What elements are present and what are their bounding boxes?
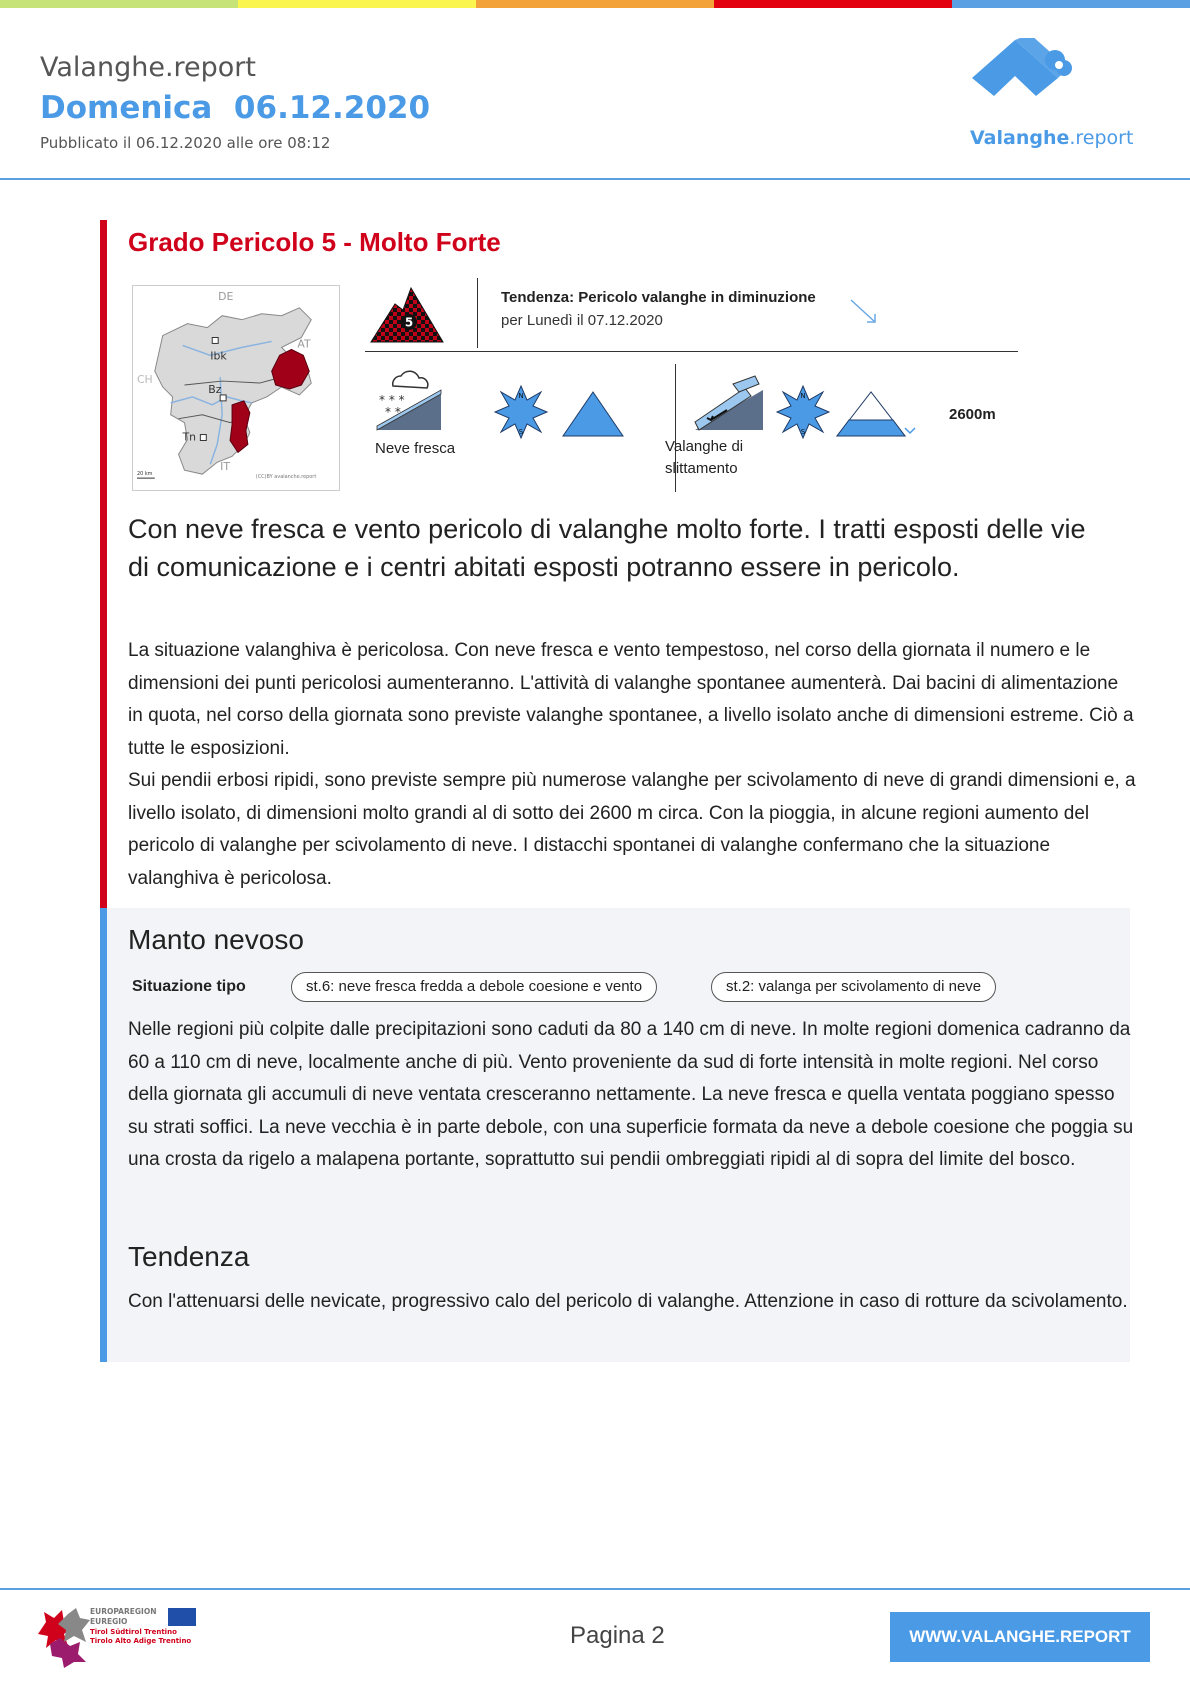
elevation-label: 2600m [949,406,996,423]
map-label-bz: Bz [208,382,222,396]
decreasing-arrow-icon [847,296,881,326]
map-label-tn: Tn [182,430,197,444]
euregio-line-3: Tirol Südtirol Trentino [90,1628,177,1636]
svg-text:* *: * * [385,405,401,419]
danger-level-5-icon [369,284,445,344]
svg-text:N: N [518,392,524,400]
page-number: Pagina 2 [570,1622,665,1649]
danger-icons-area [365,276,1025,496]
map-label-de: DE [218,289,234,303]
website-link-button[interactable]: WWW.VALANGHE.REPORT [890,1612,1150,1662]
svg-text:N: N [800,392,806,400]
divider [477,278,478,348]
scale-segment-5 [952,0,1190,8]
tendency-heading: Tendenza [128,1241,250,1272]
euregio-logo-icon[interactable] [34,1604,214,1668]
svg-text:* * *: * * * [379,393,405,407]
snowpack-section [100,908,1134,1362]
map-label-ibk: Ibk [210,349,227,363]
danger-paragraph: Sui pendii erbosi ripidi, sono previste sempre più numerose valanghe per scivolamento di neve di grandi dimensioni e, a livello isolato, di dimensioni molto grandi al di sotto dei 2600 m circa. Con la pioggia, in alcune regioni aumento del pericolo di valanghe per scivolamento di neve. I distacchi spontanei di valanghe confermano che la situazione valanghiva è pericolosa. [128,770,1136,889]
page-header [0,8,1190,180]
logo-text-rest: .report [1069,127,1134,149]
scale-segment-3 [476,0,714,8]
situation-tag[interactable]: st.2: valanga per scivolamento di neve [711,972,996,1002]
danger-description [128,635,1138,895]
euregio-line-2: EUREGIO [90,1617,128,1626]
gliding-snow-icon [693,374,765,432]
danger-level-title: Grado Pericolo 5 - Molto Forte [128,227,501,257]
tendency-text: Con l'attenuarsi delle nevicate, progressivo calo del pericolo di valanghe. Attenzione in caso di rotture da scivolamento. [128,1291,1128,1312]
svg-text:S: S [518,428,524,436]
divider [365,351,1018,352]
map-credit: (CC)BY avalanche.report [255,474,317,481]
danger-section [100,220,1136,908]
problem-label-gliding-snow: Valanghe di slittamento [665,438,744,477]
aspect-rose-icon [775,384,831,440]
aspect-rose-icon [493,384,549,440]
elevation-all-icon [561,388,625,438]
map-label-at: AT [297,337,311,351]
chevron-down-icon [903,426,917,436]
situation-tag[interactable]: st.6: neve fresca fredda a debole coesione e vento [291,972,657,1002]
euregio-line-4: Tirolo Alto Adige Trentino [90,1637,192,1645]
danger-headline: Con neve fresca e vento pericolo di valanghe molto forte. I tratti esposti delle vie di comunicazione e i centri abitati esposti potranno essere in pericolo. [128,514,1086,582]
tendency-title: Tendenza: Pericolo valanghe in diminuzione [501,289,816,306]
region-map[interactable] [132,285,340,491]
euregio-line-1: EUROPAREGION [90,1607,157,1616]
page-title: Domenica 06.12.2020 [40,90,431,126]
logo-text-bold: Valanghe [970,127,1070,149]
site-name: Valanghe.report [40,52,256,83]
new-snow-icon [375,364,445,434]
danger-level-number: 5 [404,315,414,330]
scale-segment-1 [0,0,238,8]
snowpack-title: Manto nevoso [128,924,304,955]
map-label-it: IT [220,460,231,474]
map-label-ch: CH [136,373,153,387]
published-timestamp: Pubblicato il 06.12.2020 alle ore 08:12 [40,134,331,152]
danger-paragraph: La situazione valanghiva è pericolosa. Con neve fresca e vento tempestoso, nel corso della giornata il numero e le dimensioni dei punti pericolosi aumenteranno. L'attività di valanghe spontanee aumenterà. Dai bacini di alimentazione in quota, nel corso della giornata sono previste valanghe spontanee, a livello isolato anche di dimensioni estreme. Ciò a tutte le esposizioni. [128,640,1134,759]
svg-text:S: S [800,428,806,436]
problem-label-new-snow: Neve fresca [375,440,456,457]
map-scale: 20 km [136,471,153,478]
elevation-below-icon [835,388,907,438]
scale-segment-2 [238,0,476,8]
snowpack-text: Nelle regioni più colpite dalle precipitazioni sono caduti da 80 a 140 cm di neve. In molte regioni domenica cadranno da 60 a 110 cm di neve, localmente anche di più. Vento proveniente da sud di forte intensità in molte regioni. Nel corso della giornata gli accumuli di neve ventata cresceranno nettamente. La neve fresca e quella ventata poggiano spesso su strati soffici. La neve vecchia è in parte debole, con una superficie formata da neve a debole coesione che poggia su una crosta da rigelo a malapena portante, soprattutto sui pendii ombreggiati ripidi al di sopra del limite del bosco. [128,1019,1134,1170]
scale-segment-4 [714,0,952,8]
tendency-date: per Lunedì il 07.12.2020 [501,312,663,329]
logo-text [970,127,1133,149]
situation-label: Situazione tipo [132,978,246,995]
danger-scale-bar [0,0,1190,8]
footer-divider [0,1588,1190,1590]
